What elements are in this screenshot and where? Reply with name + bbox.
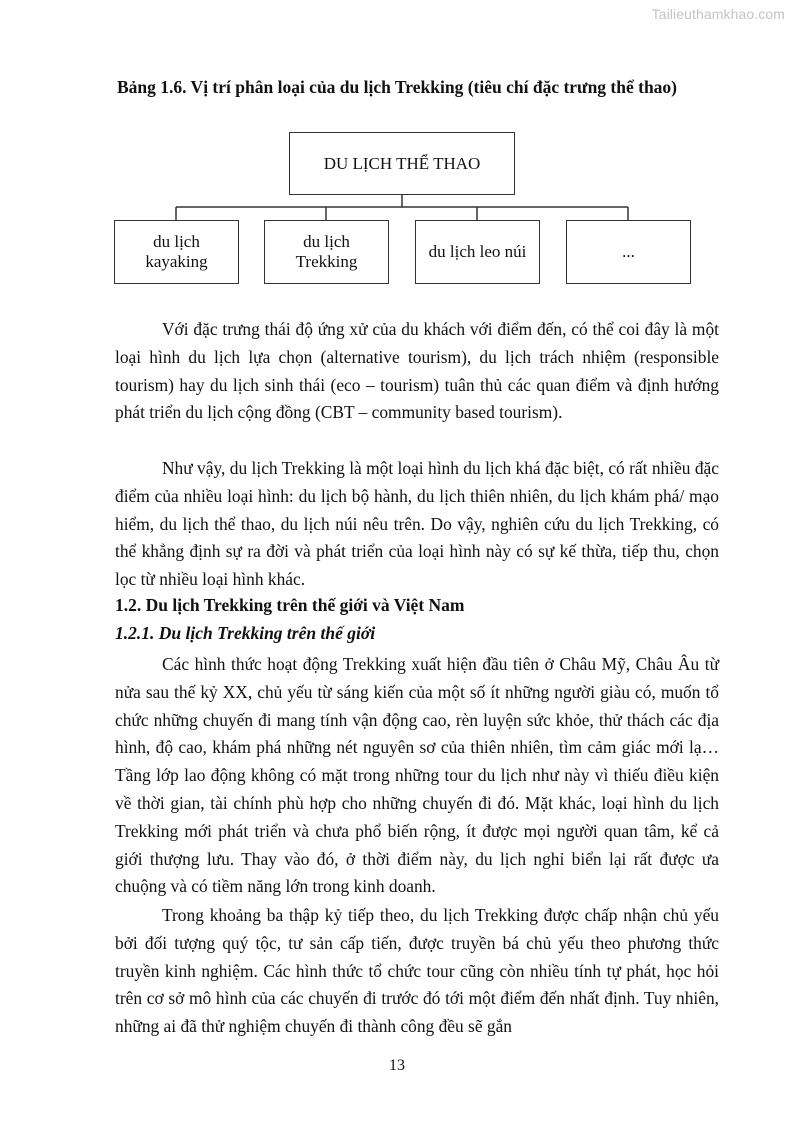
paragraph-2 — [115, 455, 719, 594]
table-caption: Bảng 1.6. Vị trí phân loại của du lịch Trekking (tiêu chí đặc trưng thể thao) — [116, 77, 678, 97]
paragraph-text: Với đặc trưng thái độ ứng xử của du khách với điểm đến, có thể coi đây là một loại hình du lịch lựa chọn (alternative tourism), du lịch trách nhiệm (responsible tourism) hay du lịch sinh thái (eco – tourism) tuân thủ các quan điểm và định hướng phát triển du lịch cộng đồng (CBT – community based tourism). — [115, 319, 719, 423]
section-heading: 1.2. Du lịch Trekking trên thế giới và Việt Nam — [115, 595, 465, 615]
subsection-heading: 1.2.1. Du lịch Trekking trên thế giới — [115, 623, 376, 643]
diagram-child-label: ... — [622, 242, 635, 261]
diagram-root-box — [289, 132, 515, 195]
paragraph-1 — [115, 316, 719, 427]
diagram-child-label: kayaking — [145, 252, 208, 271]
paragraph-text: Trong khoảng ba thập kỷ tiếp theo, du lịch Trekking được chấp nhận chủ yếu bởi đối tượng quý tộc, tư sản cấp tiến, được truyền bá chủ yếu theo phương thức truyền kinh nghiệm. Các hình thức tổ chức tour cũng còn nhiều tính tự phát, học hỏi trên cơ sở mô hình của các chuyến đi trước đó tới một điểm đến nhất định. Tuy nhiên, những ai đã thử nghiệm chuyến đi thành công đều sẽ gắn — [115, 905, 719, 1037]
diagram-child-label: du lịch — [303, 232, 350, 251]
paragraph-3 — [115, 651, 719, 901]
diagram-child-ellipsis — [566, 220, 691, 284]
paragraph-text: Các hình thức hoạt động Trekking xuất hiện đầu tiên ở Châu Mỹ, Châu Âu từ nửa sau thế kỷ XX, chủ yếu từ sáng kiến của một số ít những người giàu có, muốn tổ chức những chuyến đi mang tính vận động cao, rèn luyện sức khỏe, thử thách các địa hình, độ cao, khám phá những nét nguyên sơ của thiên nhiên, tìm cảm giác mới lạ… Tầng lớp lao động không có mặt trong những tour du lịch như này vì thiếu điều kiện về thời gian, tài chính phù hợp cho những chuyến đi đó. Mặt khác, loại hình du lịch Trekking mới phát triển và chưa phổ biến rộng, ít được mọi người quan tâm, kể cả giới thượng lưu. Thay vào đó, ở thời điểm này, du lịch nghỉ biển lại rất được ưa chuộng và có tiềm năng lớn trong kinh doanh. — [115, 654, 719, 897]
watermark: Tailieuthamkhao.com — [651, 6, 785, 22]
diagram-child-kayaking — [114, 220, 239, 284]
diagram-child-label: du lịch — [153, 232, 200, 251]
diagram-child-trekking — [264, 220, 389, 284]
diagram-child-leo-nui — [415, 220, 540, 284]
diagram-child-label: du lịch leo núi — [428, 242, 527, 261]
diagram-root-label: DU LỊCH THỂ THAO — [323, 153, 481, 173]
paragraph-text: Như vậy, du lịch Trekking là một loại hình du lịch khá đặc biệt, có rất nhiều đặc điểm của nhiều loại hình: du lịch bộ hành, du lịch thiên nhiên, du lịch khám phá/ mạo hiểm, du lịch thể thao, du lịch núi nêu trên. Do vậy, nghiên cứu du lịch Trekking, có thể khẳng định sự ra đời và phát triển của loại hình này có sự kế thừa, tiếp thu, chọn lọc từ nhiều loại hình khác. — [115, 458, 719, 590]
diagram-child-label: Trekking — [295, 252, 358, 271]
page-number: 13 — [389, 1057, 405, 1074]
paragraph-4 — [115, 902, 719, 1041]
